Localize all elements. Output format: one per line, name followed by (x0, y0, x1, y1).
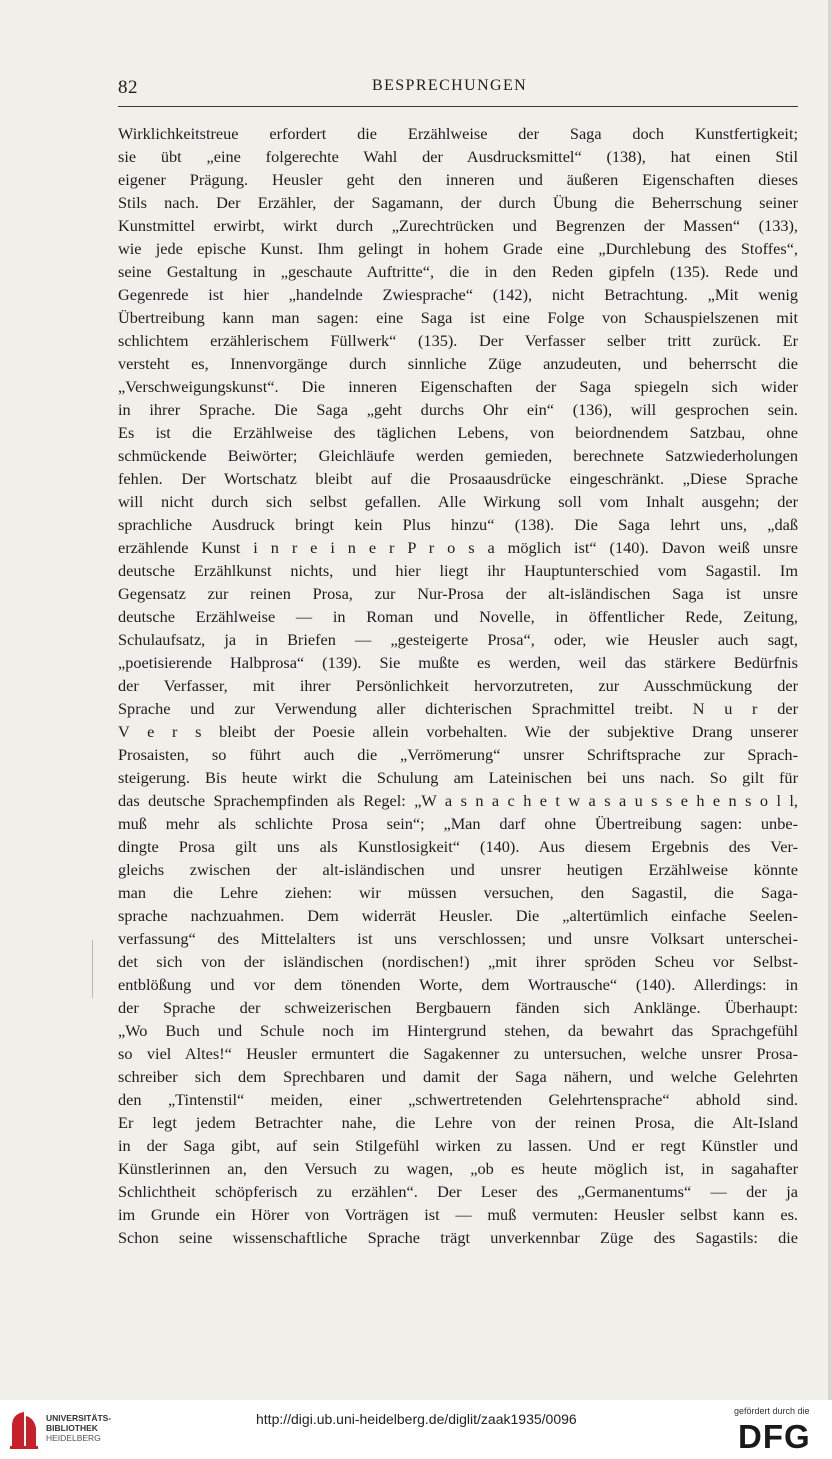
text-line: Kunstmittel erwirbt, wirkt durch „Zurechtrücken und Begrenzen der Massen“ (133), (118, 216, 798, 235)
text-line: Sprache und zur Verwendung aller dichterischen Sprachmittel treibt. N u r der (118, 699, 798, 718)
text-line: verfassung“ des Mittelalters ist uns verschlossen; und unsre Volksart unterschei- (118, 929, 798, 948)
text-line: den „Tintenstil“ meiden, einer „schwertretenden Gelehrtensprache“ abhold sind. (118, 1090, 798, 1109)
text-line: Stils nach. Der Erzähler, der Sagamann, der durch Übung die Beherrschung seiner (118, 193, 798, 212)
funding-label: gefördert durch die (734, 1406, 810, 1416)
page-number: 82 (118, 77, 138, 98)
text-line: „Wo Buch und Schule noch im Hintergrund stehen, da bewahrt das Sprachgefühl (118, 1021, 798, 1040)
text-line: sie übt „eine folgerechte Wahl der Ausdrucksmittel“ (138), hat einen Stil (118, 147, 798, 166)
text-line: seine Gestaltung in „geschaute Auftritte“, die in den Reden gipfeln (135). Rede und (118, 262, 798, 281)
text-line: schreiber sich dem Sprechbaren und damit der Saga nähern, und welche Gelehrten (118, 1067, 798, 1086)
library-name-line1: UNIVERSITÄTS- (46, 1413, 112, 1423)
permalink-url[interactable]: http://digi.ub.uni-heidelberg.de/diglit/zaak1935/0096 (256, 1411, 577, 1427)
text-line: sprachliche Ausdruck bringt kein Plus hinzu“ (138). Die Saga lehrt uns, „daß (118, 515, 798, 534)
text-line: Prosaisten, so führt auch die „Verrömerung“ unsrer Schriftsprache zur Sprach- (118, 745, 798, 764)
text-line: entblößung und vor dem tönenden Worte, dem Wortrausche“ (140). Allerdings: in (118, 975, 798, 994)
text-line: im Grunde ein Hörer von Vorträgen ist — muß vermuten: Heusler selbst kann es. (118, 1205, 798, 1224)
text-line: schlichtem erzählerischem Füllwerk“ (135). Der Verfasser selber tritt zurück. Er (118, 331, 798, 350)
digitization-footer (0, 1400, 832, 1459)
body-text (118, 122, 798, 1249)
text-line: der Sprache der schweizerischen Bergbauern fänden sich Anklänge. Überhaupt: (118, 998, 798, 1017)
page-edge (828, 0, 832, 1400)
text-line: der Verfasser, mit ihrer Persönlichkeit hervorzutreten, zur Ausschmückung der (118, 676, 798, 695)
text-line: versteht es, Innenvorgänge durch sinnliche Züge anzudeuten, und beherrscht die (118, 354, 798, 373)
library-logo-icon (8, 1406, 40, 1450)
text-line: Schulaufsatz, ja in Briefen — „gesteigerte Prosa“, oder, wie Heusler auch sagt, (118, 630, 798, 649)
text-line: Gegensatz zur reinen Prosa, zur Nur-Prosa der alt-isländischen Saga ist unsre (118, 584, 798, 603)
text-line: das deutsche Sprachempfinden als Regel: „W a s n a c h e t w a s a u s s e h e n s o l l, (118, 791, 798, 810)
text-line: gleichs zwischen der alt-isländischen und unsrer heutigen Erzählweise könnte (118, 860, 798, 879)
text-line: man die Lehre ziehen: wir müssen versuchen, den Sagastil, die Saga- (118, 883, 798, 902)
text-line: deutsche Erzählkunst nichts, und hier liegt ihr Hauptunterschied vom Sagastil. Im (118, 561, 798, 580)
text-line: muß mehr als schlichte Prosa sein“; „Man darf ohne Übertreibung sagen: unbe- (118, 814, 798, 833)
text-line: so viel Altes!“ Heusler ermuntert die Sagakenner zu untersuchen, welche unsrer Prosa- (118, 1044, 798, 1063)
header-rule (118, 106, 798, 107)
text-line: eigener Prägung. Heusler geht den inneren und äußeren Eigenschaften dieses (118, 170, 798, 189)
text-line: det sich von der isländischen (nordischen!) „mit ihrer spröden Scheu vor Selbst- (118, 952, 798, 971)
text-line: Schon seine wissenschaftliche Sprache trägt unverkennbar Züge des Sagastils: die (118, 1228, 798, 1247)
text-line: „poetisierende Halbprosa“ (139). Sie mußte es werden, weil das stärkere Bedürfnis (118, 653, 798, 672)
library-name-line3: HEIDELBERG (46, 1433, 101, 1443)
text-line: Gegenrede ist hier „handelnde Zwiesprache“ (142), nicht Betrachtung. „Mit wenig (118, 285, 798, 304)
text-line: in der Saga gibt, auf sein Stilgefühl wirken zu lassen. Und er regt Künstler und (118, 1136, 798, 1155)
text-line: sprache nachzuahmen. Dem widerrät Heusler. Die „altertümlich einfache Seelen- (118, 906, 798, 925)
text-line: will nicht durch sich selbst gefallen. Alle Wirkung soll vom Inhalt ausgehn; der (118, 492, 798, 511)
text-line: erzählende Kunst i n r e i n e r P r o s a möglich ist“ (140). Davon weiß unsre (118, 538, 798, 557)
text-line: Er legt jedem Betrachter nahe, die Lehre von der reinen Prosa, die Alt-Island (118, 1113, 798, 1132)
text-line: Übertreibung kann man sagen: eine Saga ist eine Folge von Schauspielszenen mit (118, 308, 798, 327)
library-name (46, 1413, 111, 1443)
text-line: steigerung. Bis heute wirkt die Schulung am Lateinischen bei uns nach. So gilt für (118, 768, 798, 787)
text-line: fehlen. Der Wortschatz bleibt auf die Prosaausdrücke eingeschränkt. „Diese Sprache (118, 469, 798, 488)
page-header (118, 74, 798, 102)
text-line: dingte Prosa gilt uns als Kunstlosigkeit“ (140). Aus diesem Ergebnis des Ver- (118, 837, 798, 856)
dfg-logo: DFG (738, 1418, 811, 1455)
text-line: schmückende Beiwörter; Gleichläufe werden gemieden, berechnete Satzwiederholungen (118, 446, 798, 465)
text-line: in ihrer Sprache. Die Saga „geht durchs Ohr ein“ (136), will gesprochen sein. (118, 400, 798, 419)
text-line: Es ist die Erzählweise des täglichen Lebens, von beiordnendem Satzbau, ohne (118, 423, 798, 442)
text-line: Wirklichkeitstreue erfordert die Erzählweise der Saga doch Kunstfertigkeit; (118, 124, 798, 143)
text-line: Schlichtheit schöpferisch zu erzählen“. Der Leser des „Germanentums“ — der ja (118, 1182, 798, 1201)
margin-mark (92, 940, 93, 998)
text-line: wie jede epische Kunst. Ihm gelingt in hohem Grade eine „Durchlebung des Stoffes“, (118, 239, 798, 258)
library-name-line2: BIBLIOTHEK (46, 1423, 98, 1433)
text-line: „Verschweigungskunst“. Die inneren Eigenschaften der Saga spiegeln sich wider (118, 377, 798, 396)
text-line: Künstlerinnen an, den Versuch zu wagen, „ob es heute möglich ist, in sagahafter (118, 1159, 798, 1178)
running-head: BESPRECHUNGEN (372, 77, 528, 94)
text-line: deutsche Erzählweise — in Roman und Novelle, in öffentlicher Rede, Zeitung, (118, 607, 798, 626)
text-line: V e r s bleibt der Poesie allein vorbehalten. Wie der subjektive Drang unserer (118, 722, 798, 741)
